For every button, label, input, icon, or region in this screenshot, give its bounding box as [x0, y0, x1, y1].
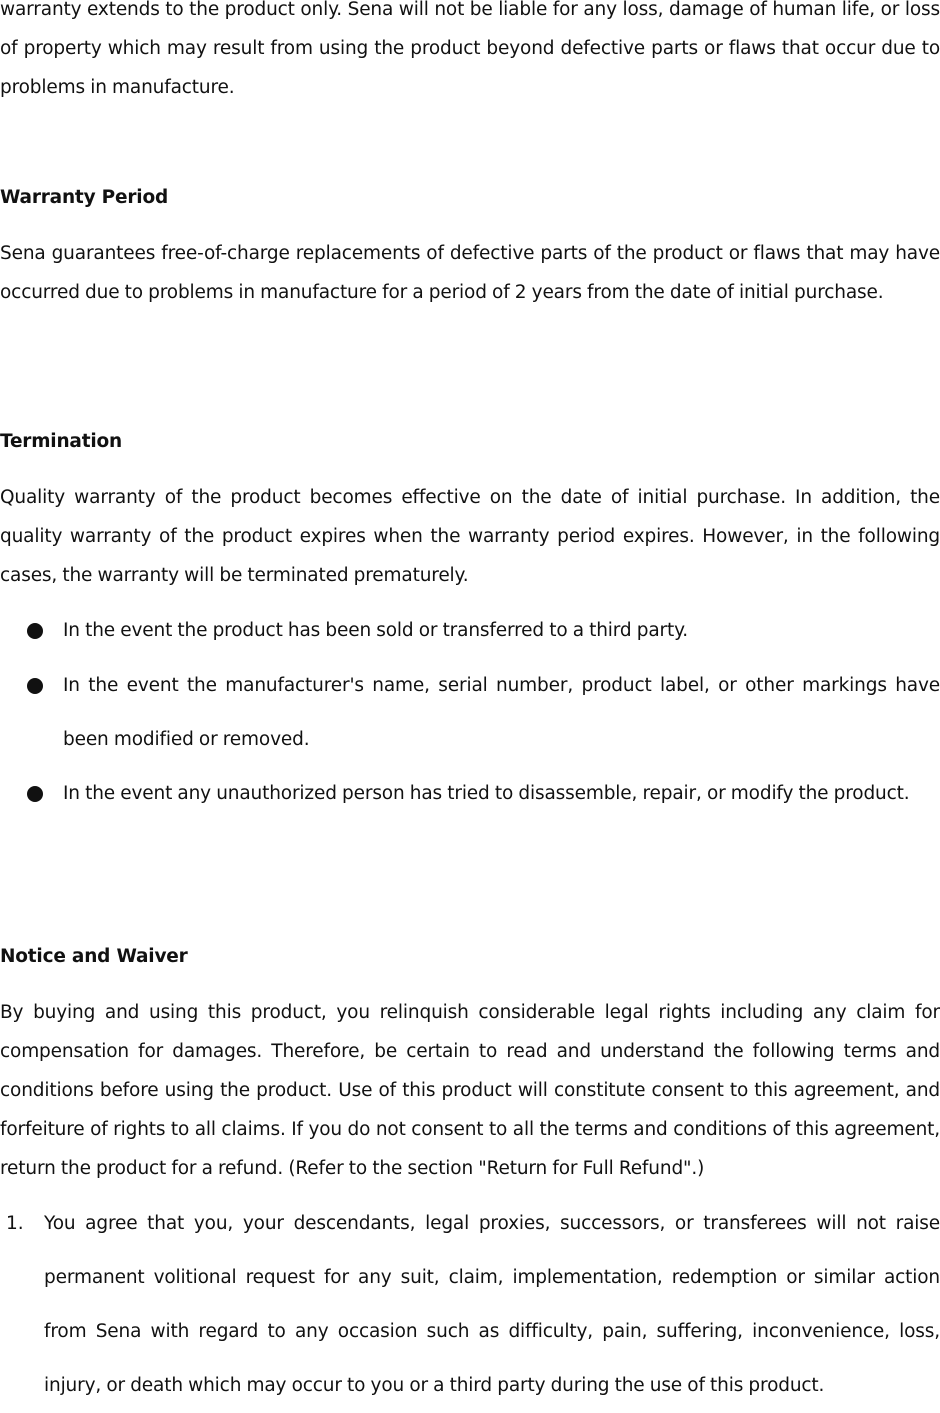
intro-paragraph: warranty extends to the product only. Sena will not be liable for any loss, damage of human life, or loss of property which may result from using the product beyond defective parts or flaws that occur due to problems in manufacture.: [0, 0, 940, 98]
bullet-dot-icon: [27, 786, 43, 802]
notice-waiver-heading: Notice and Waiver: [0, 946, 188, 967]
warranty-period-paragraph: Sena guarantees free-of-charge replacements of defective parts of the product or flaws that may have occurred due to problems in manufacture for a period of 2 years from the date of initial purchase.: [0, 243, 940, 303]
list-number: 1.: [6, 1213, 24, 1234]
notice-waiver-paragraph: By buying and using this product, you relinquish considerable legal rights including any claim for compensation for damages. Therefore, be certain to read and understand the following terms and conditions before using the product. Use of this product will constitute consent to this agreement, and forfeiture of rights to all claims. If you do not consent to all the terms and conditions of this agreement, return the product for a refund. (Refer to the section "Return for Full Refund".): [0, 1002, 940, 1179]
bullet-dot-icon: [27, 678, 43, 694]
termination-paragraph: Quality warranty of the product becomes effective on the date of initial purchase. In addition, the quality warranty of the product expires when the warranty period expires. However, in the following cases, the warranty will be terminated prematurely.: [0, 487, 940, 586]
termination-bullet-text: In the event the manufacturer's name, serial number, product label, or other markings have been modified or removed.: [63, 675, 940, 750]
warranty-period-heading: Warranty Period: [0, 187, 168, 208]
notice-numbered-text: You agree that you, your descendants, legal proxies, successors, or transferees will not raise permanent volitional request for any suit, claim, implementation, redemption or similar action from Sena with regard to any occasion such as difficulty, pain, suffering, inconvenience, loss, injury, or death which may occur to you or a third party during the use of this product.: [44, 1213, 940, 1396]
termination-heading: Termination: [0, 431, 122, 452]
bullet-dot-icon: [27, 623, 43, 639]
termination-bullet-text: In the event the product has been sold or transferred to a third party.: [63, 620, 688, 641]
termination-bullet-text: In the event any unauthorized person has tried to disassemble, repair, or modify the product.: [63, 783, 910, 804]
